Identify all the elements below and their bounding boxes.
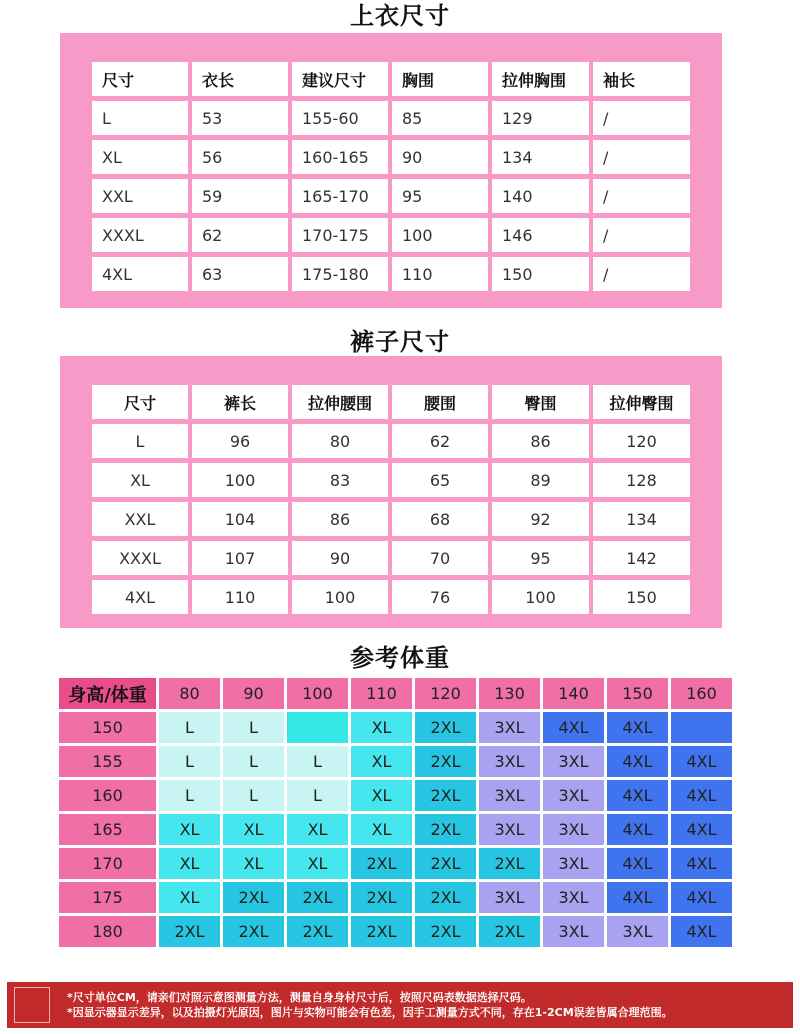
weight-size-cell: 2XL xyxy=(415,882,476,913)
weight-size-cell: XL xyxy=(159,848,220,879)
pants-size-cell: 80 xyxy=(292,424,388,458)
top-size-cell: 63 xyxy=(192,257,288,291)
weight-size-cell: L xyxy=(159,780,220,811)
weight-size-cell: 3XL xyxy=(479,882,540,913)
weight-header-cell: 90 xyxy=(223,678,284,709)
pants-size-header-row xyxy=(92,385,690,419)
pants-size-cell: XL xyxy=(92,463,188,497)
weight-size-cell: 2XL xyxy=(415,848,476,879)
weight-size-cell: 2XL xyxy=(159,916,220,947)
pants-size-header-cell: 拉伸臀围 xyxy=(593,385,690,419)
top-size-cell: XXXL xyxy=(92,218,188,252)
weight-size-cell: 4XL xyxy=(671,882,732,913)
weight-size-cell: 4XL xyxy=(607,814,668,845)
footer-box-icon xyxy=(14,987,50,1023)
weight-height-cell: 150 xyxy=(59,712,156,743)
weight-size-cell: XL xyxy=(159,882,220,913)
top-size-cell: 62 xyxy=(192,218,288,252)
weight-size-cell: 3XL xyxy=(543,746,604,777)
pants-size-row xyxy=(92,463,690,497)
top-size-cell: / xyxy=(593,179,690,213)
weight-size-cell: XL xyxy=(351,780,412,811)
weight-size-cell: XL xyxy=(351,746,412,777)
top-size-cell: / xyxy=(593,140,690,174)
top-size-cell: 110 xyxy=(392,257,488,291)
weight-header-cell: 140 xyxy=(543,678,604,709)
top-size-cell: 85 xyxy=(392,101,488,135)
weight-size-cell: 3XL xyxy=(607,916,668,947)
weight-size-cell: L xyxy=(159,746,220,777)
top-size-header-row xyxy=(92,62,690,96)
weight-size-cell xyxy=(287,712,348,743)
top-size-cell: 90 xyxy=(392,140,488,174)
top-size-row xyxy=(92,140,690,174)
weight-size-cell: 2XL xyxy=(415,712,476,743)
top-size-header-cell: 尺寸 xyxy=(92,62,188,96)
weight-size-cell: L xyxy=(223,712,284,743)
top-size-row xyxy=(92,257,690,291)
weight-size-cell: 2XL xyxy=(415,814,476,845)
weight-size-cell: 2XL xyxy=(351,882,412,913)
weight-size-cell: 2XL xyxy=(479,916,540,947)
pants-size-header-cell: 腰围 xyxy=(392,385,488,419)
top-size-cell: 160-165 xyxy=(292,140,388,174)
weight-size-cell: XL xyxy=(351,712,412,743)
pants-size-cell: XXXL xyxy=(92,541,188,575)
weight-row xyxy=(59,814,732,845)
footer-note-2: *因显示器显示差异，以及拍摄灯光原因，图片与实物可能会有色差，因手工测量方式不同，存在1-2CM误差皆属合理范围。 xyxy=(67,1006,673,1019)
weight-size-cell: 4XL xyxy=(671,848,732,879)
pants-size-row xyxy=(92,580,690,614)
pants-size-cell: 90 xyxy=(292,541,388,575)
weight-size-cell: XL xyxy=(223,848,284,879)
pants-size-cell: 100 xyxy=(192,463,288,497)
weight-size-cell: 3XL xyxy=(479,712,540,743)
top-size-header-cell: 袖长 xyxy=(593,62,690,96)
weight-size-cell: XL xyxy=(351,814,412,845)
weight-row xyxy=(59,746,732,777)
weight-row xyxy=(59,712,732,743)
pants-size-cell: XXL xyxy=(92,502,188,536)
pants-size-cell: 83 xyxy=(292,463,388,497)
weight-size-cell: XL xyxy=(159,814,220,845)
pants-size-cell: 104 xyxy=(192,502,288,536)
top-size-header-cell: 建议尺寸 xyxy=(292,62,388,96)
top-size-header-cell: 衣长 xyxy=(192,62,288,96)
weight-row xyxy=(59,882,732,913)
top-size-table xyxy=(88,57,694,296)
weight-header-cell: 100 xyxy=(287,678,348,709)
weight-size-cell: 2XL xyxy=(351,848,412,879)
weight-height-cell: 170 xyxy=(59,848,156,879)
weight-size-cell: 2XL xyxy=(223,882,284,913)
pants-size-cell: 150 xyxy=(593,580,690,614)
weight-size-cell: 2XL xyxy=(223,916,284,947)
top-size-cell: 129 xyxy=(492,101,589,135)
pants-size-cell: 89 xyxy=(492,463,589,497)
footer-note-1: *尺寸单位CM，请亲们对照示意图测量方法，测量自身身材尺寸后，按照尺码表数据选择尺码。 xyxy=(67,991,532,1004)
top-size-header-cell: 拉伸胸围 xyxy=(492,62,589,96)
top-size-cell: 155-60 xyxy=(292,101,388,135)
weight-size-cell: 2XL xyxy=(287,916,348,947)
top-size-cell: 56 xyxy=(192,140,288,174)
top-size-cell: 95 xyxy=(392,179,488,213)
weight-header-cell: 130 xyxy=(479,678,540,709)
top-size-cell: XL xyxy=(92,140,188,174)
top-size-row xyxy=(92,179,690,213)
weight-header-cell: 80 xyxy=(159,678,220,709)
weight-header-cell: 120 xyxy=(415,678,476,709)
top-size-cell: / xyxy=(593,218,690,252)
weight-size-cell: 4XL xyxy=(671,780,732,811)
pants-size-cell: 86 xyxy=(292,502,388,536)
weight-size-cell: XL xyxy=(223,814,284,845)
pants-size-cell: 107 xyxy=(192,541,288,575)
pants-size-cell: 92 xyxy=(492,502,589,536)
top-size-cell: 140 xyxy=(492,179,589,213)
weight-size-cell: 2XL xyxy=(415,780,476,811)
weight-size-cell: 2XL xyxy=(287,882,348,913)
weight-size-cell: 3XL xyxy=(543,780,604,811)
top-size-cell: 150 xyxy=(492,257,589,291)
top-size-cell: 146 xyxy=(492,218,589,252)
pants-size-cell: 70 xyxy=(392,541,488,575)
weight-height-cell: 160 xyxy=(59,780,156,811)
top-size-cell: L xyxy=(92,101,188,135)
pants-size-row xyxy=(92,541,690,575)
weight-size-cell: 3XL xyxy=(543,814,604,845)
pants-size-cell: 142 xyxy=(593,541,690,575)
weight-reference-title: 参考体重 xyxy=(350,644,450,672)
weight-size-cell: XL xyxy=(287,814,348,845)
weight-header-cell: 110 xyxy=(351,678,412,709)
weight-size-cell: 4XL xyxy=(671,916,732,947)
pants-size-row xyxy=(92,424,690,458)
weight-size-cell: 4XL xyxy=(607,780,668,811)
pants-size-header-cell: 尺寸 xyxy=(92,385,188,419)
top-size-cell: 4XL xyxy=(92,257,188,291)
weight-size-cell xyxy=(671,712,732,743)
weight-height-cell: 180 xyxy=(59,916,156,947)
pants-size-cell: 134 xyxy=(593,502,690,536)
pants-size-table xyxy=(88,380,694,619)
weight-size-cell: 4XL xyxy=(607,882,668,913)
pants-size-cell: 4XL xyxy=(92,580,188,614)
weight-height-cell: 165 xyxy=(59,814,156,845)
weight-size-cell: L xyxy=(287,746,348,777)
weight-size-cell: 3XL xyxy=(479,814,540,845)
pants-size-header-cell: 臀围 xyxy=(492,385,589,419)
top-size-cell: 175-180 xyxy=(292,257,388,291)
footer-notes xyxy=(67,990,673,1020)
pants-size-cell: 68 xyxy=(392,502,488,536)
weight-row xyxy=(59,780,732,811)
top-size-cell: / xyxy=(593,257,690,291)
top-size-cell: 59 xyxy=(192,179,288,213)
pants-size-cell: 76 xyxy=(392,580,488,614)
weight-size-cell: XL xyxy=(287,848,348,879)
weight-row xyxy=(59,916,732,947)
pants-size-cell: 86 xyxy=(492,424,589,458)
pants-size-header-cell: 拉伸腰围 xyxy=(292,385,388,419)
weight-row xyxy=(59,848,732,879)
weight-size-cell: 3XL xyxy=(479,780,540,811)
pants-size-cell: 96 xyxy=(192,424,288,458)
pants-size-cell: 65 xyxy=(392,463,488,497)
weight-size-cell: 4XL xyxy=(543,712,604,743)
top-size-row xyxy=(92,218,690,252)
weight-size-cell: L xyxy=(223,780,284,811)
top-size-cell: 100 xyxy=(392,218,488,252)
pants-size-cell: 62 xyxy=(392,424,488,458)
weight-size-cell: 4XL xyxy=(607,746,668,777)
weight-height-cell: 155 xyxy=(59,746,156,777)
top-size-cell: XXL xyxy=(92,179,188,213)
weight-size-cell: 2XL xyxy=(415,746,476,777)
weight-size-cell: L xyxy=(287,780,348,811)
weight-header-cell: 150 xyxy=(607,678,668,709)
weight-height-cell: 175 xyxy=(59,882,156,913)
weight-size-cell: L xyxy=(223,746,284,777)
weight-size-cell: L xyxy=(159,712,220,743)
weight-size-cell: 4XL xyxy=(671,746,732,777)
weight-size-cell: 4XL xyxy=(607,712,668,743)
pants-size-cell: 110 xyxy=(192,580,288,614)
top-size-cell: 53 xyxy=(192,101,288,135)
weight-size-cell: 2XL xyxy=(415,916,476,947)
weight-header-row xyxy=(59,678,732,709)
weight-size-cell: 4XL xyxy=(607,848,668,879)
weight-size-cell: 3XL xyxy=(479,746,540,777)
weight-corner-cell: 身高/体重 xyxy=(59,678,156,709)
top-size-cell: 134 xyxy=(492,140,589,174)
pants-size-title: 裤子尺寸 xyxy=(350,328,450,356)
top-size-cell: / xyxy=(593,101,690,135)
top-size-cell: 165-170 xyxy=(292,179,388,213)
weight-size-cell: 2XL xyxy=(351,916,412,947)
top-size-title: 上衣尺寸 xyxy=(350,2,450,30)
weight-size-cell: 3XL xyxy=(543,916,604,947)
weight-size-cell: 4XL xyxy=(671,814,732,845)
pants-size-cell: 120 xyxy=(593,424,690,458)
top-size-cell: 170-175 xyxy=(292,218,388,252)
pants-size-cell: 100 xyxy=(292,580,388,614)
weight-size-cell: 2XL xyxy=(479,848,540,879)
weight-size-cell: 3XL xyxy=(543,848,604,879)
weight-size-cell: 3XL xyxy=(543,882,604,913)
weight-header-cell: 160 xyxy=(671,678,732,709)
pants-size-cell: L xyxy=(92,424,188,458)
pants-size-row xyxy=(92,502,690,536)
pants-size-cell: 128 xyxy=(593,463,690,497)
footer-notice xyxy=(7,982,793,1028)
pants-size-cell: 100 xyxy=(492,580,589,614)
pants-size-header-cell: 裤长 xyxy=(192,385,288,419)
top-size-header-cell: 胸围 xyxy=(392,62,488,96)
top-size-row xyxy=(92,101,690,135)
weight-reference-table xyxy=(56,675,735,950)
pants-size-cell: 95 xyxy=(492,541,589,575)
